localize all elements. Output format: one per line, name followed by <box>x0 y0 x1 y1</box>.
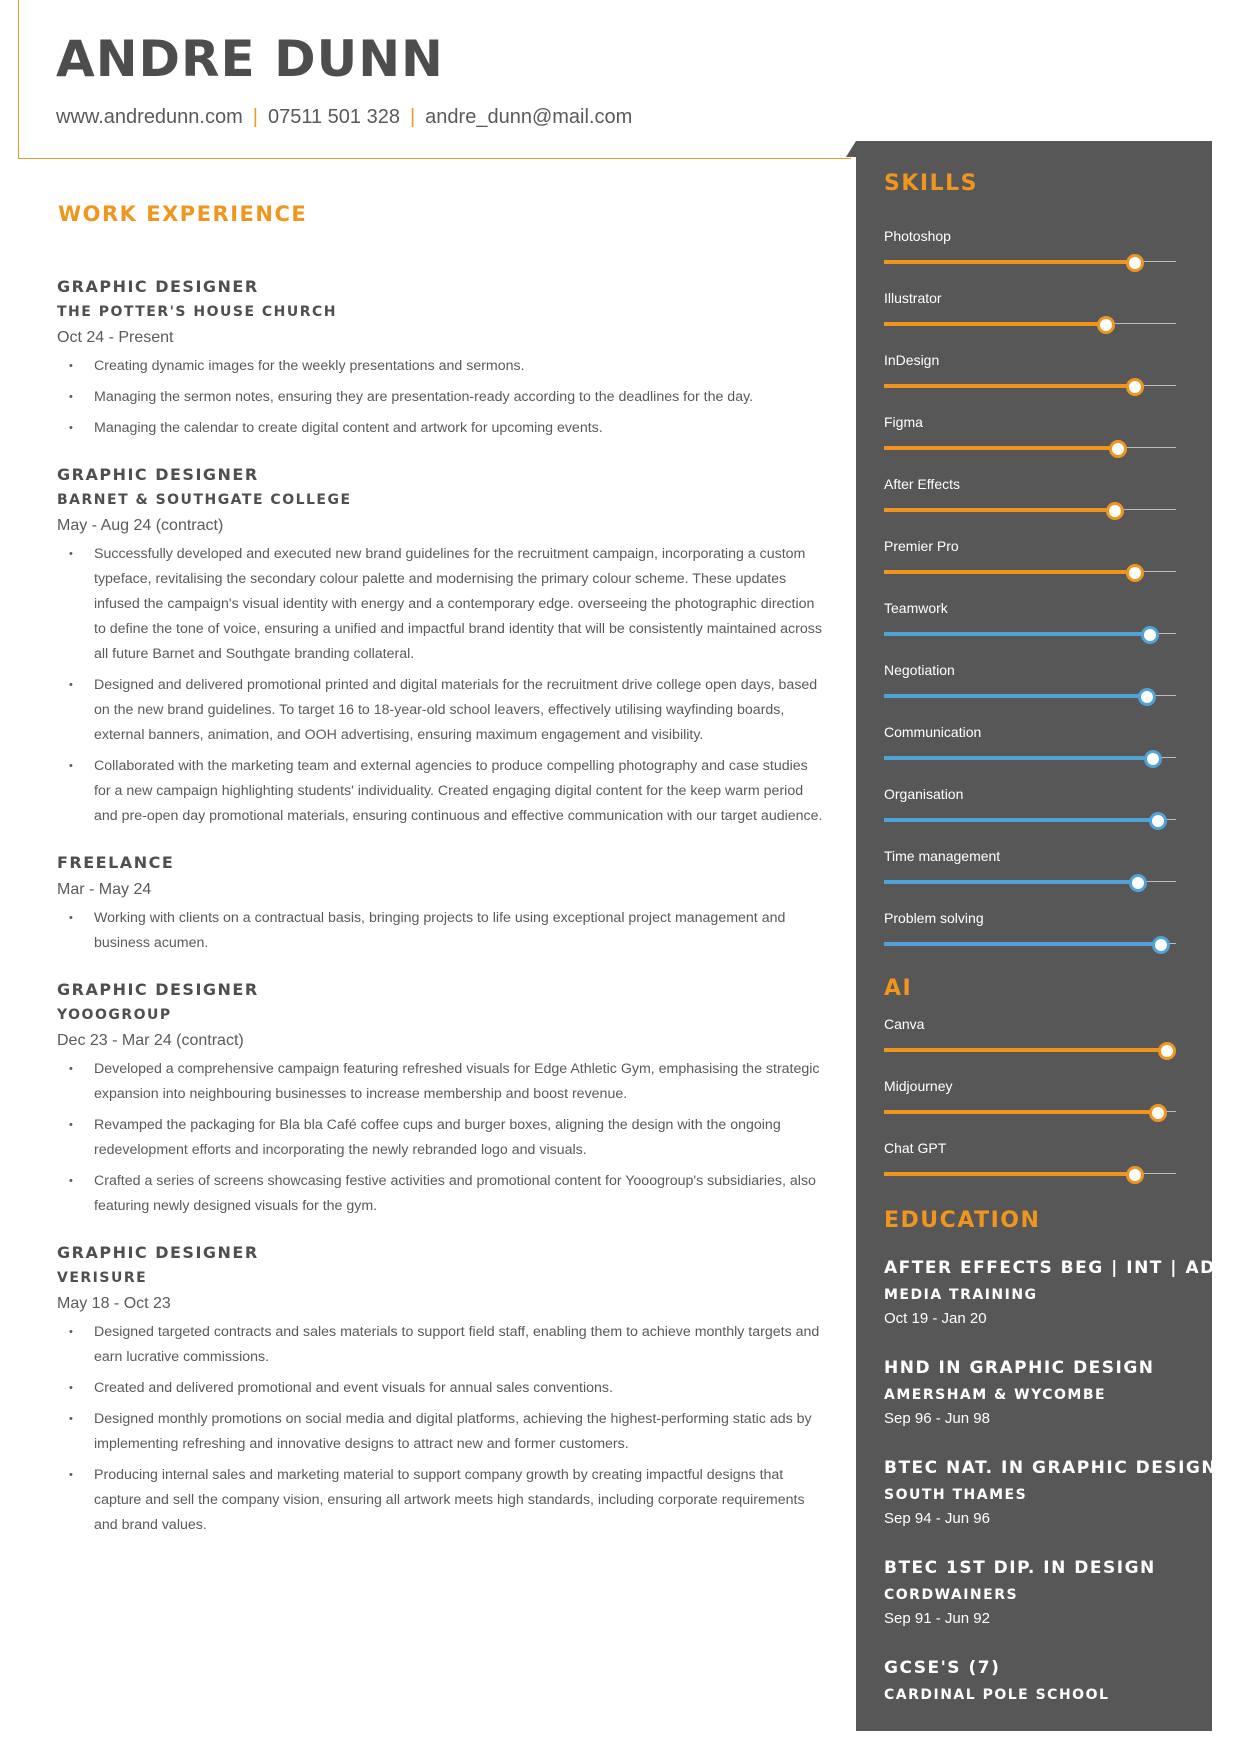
job-dates: May 18 - Oct 23 <box>57 1295 171 1312</box>
job-title: FREELANCE <box>57 853 175 872</box>
job-entry <box>57 277 827 441</box>
job-bullet: • Developed a comprehensive campaign featuring refreshed visuals for Edge Athletic Gym, emphasising the strategic expansion into neighbouring businesses to increase membership and boost revenue. <box>57 1057 827 1107</box>
job-entry <box>57 465 827 829</box>
skill-level-knob <box>1152 936 1170 954</box>
job-bullet: • Revamped the packaging for Bla bla Café coffee cups and burger boxes, aligning the design with the ongoing redevelopment efforts and incorporating the newly rebranded logo and visuals. <box>57 1113 827 1163</box>
skill-row <box>884 662 1180 710</box>
skill-row <box>884 228 1180 276</box>
job-dates: Dec 23 - Mar 24 (contract) <box>57 1032 244 1049</box>
education-dates: Oct 19 - Jan 20 <box>884 1310 987 1327</box>
skill-row <box>884 848 1180 896</box>
education-school: CORDWAINERS <box>884 1587 1019 1603</box>
skill-level-knob <box>1158 1042 1176 1060</box>
education-title: GCSE'S (7) <box>884 1658 1001 1678</box>
job-bullet-list <box>57 354 827 441</box>
skill-name: Time management <box>884 848 1001 864</box>
job-bullet: • Managing the calendar to create digital content and artwork for upcoming events. <box>57 416 827 441</box>
job-bullet: • Working with clients on a contractual basis, bringing projects to life using exceptional project management and business acumen. <box>57 906 827 956</box>
skill-level-bar <box>884 1110 1158 1114</box>
skill-row <box>884 1016 1180 1064</box>
job-dates: May - Aug 24 (contract) <box>57 517 224 534</box>
job-company: VERISURE <box>57 1270 148 1286</box>
job-bullet: • Created and delivered promotional and event visuals for annual sales conventions. <box>57 1376 827 1401</box>
contact-separator: | <box>252 106 258 128</box>
skill-level-bar <box>884 756 1153 760</box>
job-bullet-list <box>57 542 827 829</box>
education-title: AFTER EFFECTS BEG | INT | ADV <box>884 1258 1231 1278</box>
candidate-name: ANDRE DUNN <box>56 30 444 88</box>
job-bullet: • Producing internal sales and marketing material to support company growth by creating impactful designs that capture and sell the company vision, ensuring all artwork meets high standards, including corporate requirements and brand values. <box>57 1463 827 1538</box>
job-bullet: • Creating dynamic images for the weekly presentations and sermons. <box>57 354 827 379</box>
skill-level-knob <box>1126 1166 1144 1184</box>
contact-separator: | <box>409 106 416 128</box>
skill-row <box>884 290 1180 338</box>
skill-level-bar <box>884 508 1115 512</box>
skill-row <box>884 786 1180 834</box>
skill-row <box>884 1140 1180 1188</box>
job-bullet: • Designed targeted contracts and sales materials to support field staff, enabling them to achieve monthly targets and earn lucrative commissions. <box>57 1320 827 1370</box>
skill-name: Figma <box>884 414 923 430</box>
skill-level-bar <box>884 322 1106 326</box>
skill-level-knob <box>1109 440 1127 458</box>
job-dates: Oct 24 - Present <box>57 329 174 346</box>
skill-level-knob <box>1126 564 1144 582</box>
education-dates: Sep 96 - Jun 98 <box>884 1410 990 1427</box>
skill-name: Illustrator <box>884 290 942 306</box>
job-title: GRAPHIC DESIGNER <box>57 980 259 999</box>
skill-row <box>884 600 1180 648</box>
sidebar-notch <box>846 141 856 157</box>
skill-name: Organisation <box>884 786 964 802</box>
job-title: GRAPHIC DESIGNER <box>57 465 259 484</box>
education-title: BTEC NAT. IN GRAPHIC DESIGN <box>884 1458 1218 1478</box>
ai-heading: AI <box>884 976 913 1001</box>
job-bullet-list <box>57 1057 827 1219</box>
phone-number[interactable]: 07511 501 328 <box>267 106 400 128</box>
education-school: SOUTH THAMES <box>884 1487 1028 1503</box>
skill-level-knob <box>1141 626 1159 644</box>
skill-level-bar <box>884 942 1161 946</box>
education-dates: Sep 91 - Jun 92 <box>884 1610 990 1627</box>
job-company: THE POTTER'S HOUSE CHURCH <box>57 304 338 320</box>
skill-name: Problem solving <box>884 910 984 926</box>
work-experience-list <box>57 277 827 1562</box>
skill-row <box>884 352 1180 400</box>
skill-level-bar <box>884 694 1147 698</box>
skill-level-bar <box>884 880 1138 884</box>
job-title: GRAPHIC DESIGNER <box>57 1243 259 1262</box>
education-title: HND IN GRAPHIC DESIGN <box>884 1358 1155 1378</box>
skill-name: Communication <box>884 724 982 740</box>
education-entry <box>884 1658 1204 1703</box>
job-entry <box>57 980 827 1219</box>
skill-level-knob <box>1097 316 1115 334</box>
job-bullet: • Managing the sermon notes, ensuring they are presentation-ready according to the deadlines for the day. <box>57 385 827 410</box>
job-entry <box>57 853 827 956</box>
skill-name: Negotiation <box>884 662 955 678</box>
skill-name: Photoshop <box>884 228 951 244</box>
skill-level-bar <box>884 818 1158 822</box>
skill-level-knob <box>1138 688 1156 706</box>
job-bullet: • Successfully developed and executed new brand guidelines for the recruitment campaign, incorporating a custom typeface, revitalising the secondary colour palette and modernising the primary colour scheme. These updates infused the campaign's visual identity with energy and a contemporary edge. overseeing the photographic direction to define the tone of voice, ensuring a unified and impactful brand identity that will be consistently maintained across all future Barnet and Southgate branding collateral. <box>57 542 827 667</box>
skills-heading: SKILLS <box>884 171 978 196</box>
skill-name: InDesign <box>884 352 940 368</box>
education-school: MEDIA TRAINING <box>884 1287 1038 1303</box>
website-link[interactable]: www.andredunn.com <box>56 106 243 128</box>
education-school: AMERSHAM & WYCOMBE <box>884 1387 1107 1403</box>
job-entry <box>57 1243 827 1538</box>
skill-level-bar <box>884 384 1135 388</box>
education-entry <box>884 1458 1218 1527</box>
skill-name: Canva <box>884 1016 925 1032</box>
job-company: YOOOGROUP <box>57 1007 172 1023</box>
skill-row <box>884 910 1180 958</box>
education-title: BTEC 1ST DIP. IN DESIGN <box>884 1558 1156 1578</box>
skill-level-bar <box>884 570 1135 574</box>
job-bullet: • Crafted a series of screens showcasing festive activities and promotional content for Yooogroup's subsidiaries, also featuring newly designed visuals for the gym. <box>57 1169 827 1219</box>
skill-level-bar <box>884 446 1118 450</box>
skill-name: Teamwork <box>884 600 948 616</box>
email-link[interactable]: andre_dunn@mail.com <box>425 106 633 128</box>
skill-name: Chat GPT <box>884 1140 947 1156</box>
job-title: GRAPHIC DESIGNER <box>57 277 259 296</box>
job-bullet: • Collaborated with the marketing team and external agencies to produce compelling photography and case studies for a new campaign highlighting students' individuality. Created engaging digital content for the keep warm period and pre-open day promotional materials, ensuring continuous and effective communication with our target audience. <box>57 754 827 829</box>
education-dates: Sep 94 - Jun 96 <box>884 1510 990 1527</box>
job-bullet-list <box>57 1320 827 1538</box>
skill-level-knob <box>1149 812 1167 830</box>
skill-level-knob <box>1126 254 1144 272</box>
work-experience-heading: WORK EXPERIENCE <box>58 202 308 226</box>
education-entry <box>884 1358 1204 1427</box>
skill-row <box>884 414 1180 462</box>
skill-level-bar <box>884 260 1135 264</box>
skill-level-bar <box>884 632 1150 636</box>
education-heading: EDUCATION <box>884 1208 1041 1233</box>
skill-level-knob <box>1144 750 1162 768</box>
education-entry <box>884 1258 1231 1327</box>
skill-name: After Effects <box>884 476 960 492</box>
skill-row <box>884 476 1180 524</box>
skill-name: Midjourney <box>884 1078 953 1094</box>
education-entry <box>884 1558 1204 1627</box>
skill-level-bar <box>884 1048 1167 1052</box>
job-bullet: • Designed monthly promotions on social media and digital platforms, achieving the highest-performing static ads by implementing refreshing and innovative designs to attract new and former customers. <box>57 1407 827 1457</box>
skill-level-knob <box>1149 1104 1167 1122</box>
skill-row <box>884 538 1180 586</box>
skill-row <box>884 1078 1180 1126</box>
skill-level-knob <box>1126 378 1144 396</box>
skill-level-knob <box>1106 502 1124 520</box>
skill-level-bar <box>884 1172 1135 1176</box>
education-school: CARDINAL POLE SCHOOL <box>884 1687 1110 1703</box>
skill-name: Premier Pro <box>884 538 959 554</box>
job-company: BARNET & SOUTHGATE COLLEGE <box>57 492 352 508</box>
job-bullet-list <box>57 906 827 956</box>
contact-line <box>56 106 632 129</box>
job-dates: Mar - May 24 <box>57 881 152 898</box>
skill-level-knob <box>1129 874 1147 892</box>
skill-row <box>884 724 1180 772</box>
job-bullet: • Designed and delivered promotional printed and digital materials for the recruitment drive college open days, based on the new brand guidelines. To target 16 to 18-year-old school leavers, effectively utilising wayfinding boards, external banners, animation, and OOH advertising, ensuring maximum engagement and visibility. <box>57 673 827 748</box>
